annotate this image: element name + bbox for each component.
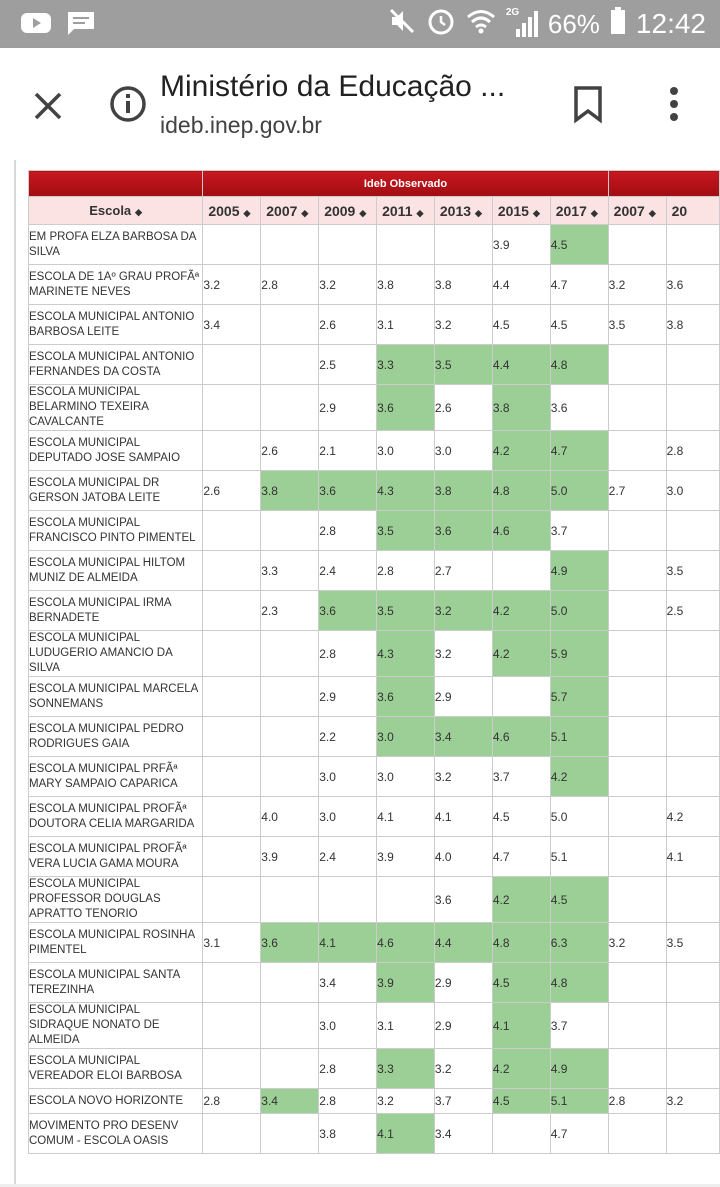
score-cell: 3.0: [319, 797, 377, 837]
signal-icon: [506, 9, 538, 39]
column-header-year[interactable]: 2009 ◆: [319, 197, 377, 225]
sort-icon: ◆: [359, 207, 367, 218]
table-row: [29, 1003, 720, 1049]
score-cell: 3.6: [319, 591, 377, 631]
score-cell: [203, 591, 261, 631]
score-cell: [666, 631, 719, 677]
score-cell: [261, 225, 319, 265]
score-cell: 2.2: [319, 717, 377, 757]
score-cell: 3.1: [377, 305, 435, 345]
score-cell: [608, 677, 666, 717]
score-cell: [203, 717, 261, 757]
alarm-icon: [426, 6, 456, 43]
score-cell: 4.1: [319, 923, 377, 963]
score-cell: 4.2: [492, 591, 550, 631]
table-row: [29, 717, 720, 757]
score-cell: [608, 797, 666, 837]
score-cell: [492, 677, 550, 717]
score-cell: 4.4: [492, 345, 550, 385]
score-cell: 3.2: [666, 1089, 719, 1114]
table-row: [29, 345, 720, 385]
score-cell: [261, 757, 319, 797]
score-cell: [666, 1049, 719, 1089]
score-cell: [608, 591, 666, 631]
score-cell: 4.0: [434, 837, 492, 877]
score-cell: [261, 1049, 319, 1089]
score-cell: 2.7: [608, 471, 666, 511]
sort-icon: ◆: [135, 207, 143, 217]
score-cell: 2.8: [319, 511, 377, 551]
score-cell: [434, 225, 492, 265]
score-cell: 3.9: [261, 837, 319, 877]
score-cell: 2.6: [203, 471, 261, 511]
table-row: [29, 305, 720, 345]
score-cell: 4.5: [550, 877, 608, 923]
sort-icon: ◆: [590, 207, 598, 218]
school-name: ESCOLA MUNICIPAL ROSINHA PIMENTEL: [29, 923, 203, 963]
score-cell: [203, 511, 261, 551]
score-cell: 4.5: [492, 963, 550, 1003]
youtube-icon: [20, 11, 52, 40]
score-cell: [203, 797, 261, 837]
battery-percent: 66%: [547, 8, 600, 39]
mute-icon: [388, 7, 416, 42]
score-cell: 4.4: [492, 265, 550, 305]
score-cell: 4.8: [492, 471, 550, 511]
score-cell: 4.3: [377, 471, 435, 511]
score-cell: [203, 1114, 261, 1154]
score-cell: 3.0: [377, 431, 435, 471]
score-cell: [261, 877, 319, 923]
column-header-year[interactable]: 2005 ◆: [203, 197, 261, 225]
score-cell: [261, 305, 319, 345]
score-cell: 3.0: [319, 1003, 377, 1049]
score-cell: 3.2: [319, 265, 377, 305]
score-cell: [608, 431, 666, 471]
score-cell: 3.2: [434, 1049, 492, 1089]
table-row: [29, 963, 720, 1003]
score-cell: 4.9: [550, 1049, 608, 1089]
score-cell: 4.9: [550, 551, 608, 591]
score-cell: 4.1: [434, 797, 492, 837]
score-cell: 3.6: [377, 677, 435, 717]
browser-toolbar: [0, 48, 720, 161]
column-header-year[interactable]: 2011 ◆: [377, 197, 435, 225]
score-cell: [608, 963, 666, 1003]
score-cell: [203, 877, 261, 923]
page-url[interactable]: ideb.inep.gov.br: [160, 112, 322, 138]
score-cell: 3.7: [550, 511, 608, 551]
score-cell: 4.1: [377, 797, 435, 837]
status-bar: [0, 0, 720, 48]
more-options-icon[interactable]: [660, 84, 688, 124]
score-cell: [608, 1049, 666, 1089]
column-header-year[interactable]: 2013 ◆: [434, 197, 492, 225]
score-cell: [203, 431, 261, 471]
score-cell: 2.8: [319, 631, 377, 677]
score-cell: 3.9: [377, 963, 435, 1003]
school-name: ESCOLA MUNICIPAL FRANCISCO PINTO PIMENTEL: [29, 511, 203, 551]
score-cell: [608, 511, 666, 551]
score-cell: 3.8: [434, 471, 492, 511]
score-cell: 3.4: [434, 717, 492, 757]
score-cell: 3.2: [434, 757, 492, 797]
score-cell: 3.1: [203, 923, 261, 963]
school-name: ESCOLA MUNICIPAL DR GERSON JATOBA LEITE: [29, 471, 203, 511]
school-name: ESCOLA MUNICIPAL IRMA BERNADETE: [29, 591, 203, 631]
score-cell: 3.0: [666, 471, 719, 511]
school-name: ESCOLA MUNICIPAL PEDRO RODRIGUES GAIA: [29, 717, 203, 757]
score-cell: 4.2: [666, 797, 719, 837]
table-row: [29, 471, 720, 511]
score-cell: 3.6: [550, 385, 608, 431]
score-cell: 4.3: [377, 631, 435, 677]
score-cell: [261, 963, 319, 1003]
score-cell: [608, 1003, 666, 1049]
score-cell: 5.0: [550, 471, 608, 511]
bookmark-icon[interactable]: [570, 84, 606, 124]
score-cell: 2.8: [666, 431, 719, 471]
score-cell: 3.4: [261, 1089, 319, 1114]
score-cell: 4.5: [492, 1089, 550, 1114]
column-header-escola[interactable]: Escola ◆: [29, 197, 203, 225]
score-cell: 2.1: [319, 431, 377, 471]
score-cell: 4.5: [550, 225, 608, 265]
score-cell: 3.4: [319, 963, 377, 1003]
score-cell: 3.3: [261, 551, 319, 591]
score-cell: [666, 877, 719, 923]
school-name: ESCOLA MUNICIPAL PROFESSOR DOUGLAS APRATTO TENORIO: [29, 877, 203, 923]
sort-icon: ◆: [301, 207, 309, 218]
score-cell: [666, 385, 719, 431]
score-cell: 2.8: [608, 1089, 666, 1114]
score-cell: [203, 837, 261, 877]
score-cell: [203, 1003, 261, 1049]
score-cell: [608, 1114, 666, 1154]
score-cell: [608, 837, 666, 877]
school-name: ESCOLA MUNICIPAL VEREADOR ELOI BARBOSA: [29, 1049, 203, 1089]
score-cell: 2.9: [319, 677, 377, 717]
score-cell: 5.0: [550, 591, 608, 631]
school-name: ESCOLA MUNICIPAL SIDRAQUE NONATO DE ALMEIDA: [29, 1003, 203, 1049]
score-cell: 2.8: [203, 1089, 261, 1114]
school-name: ESCOLA MUNICIPAL ANTONIO FERNANDES DA COSTA: [29, 345, 203, 385]
score-cell: [608, 717, 666, 757]
score-cell: [666, 717, 719, 757]
table-row: [29, 431, 720, 471]
table-row: [29, 631, 720, 677]
sort-icon: ◆: [416, 207, 424, 218]
score-cell: 4.2: [550, 757, 608, 797]
score-cell: 3.5: [434, 345, 492, 385]
score-cell: 5.0: [550, 797, 608, 837]
score-cell: 3.3: [377, 1049, 435, 1089]
sort-icon: ◆: [532, 207, 540, 218]
score-cell: 4.7: [550, 1114, 608, 1154]
score-cell: 3.8: [261, 471, 319, 511]
score-cell: 2.6: [434, 385, 492, 431]
table-row: [29, 1114, 720, 1154]
score-cell: 2.3: [261, 591, 319, 631]
score-cell: [261, 385, 319, 431]
group-header-next: [608, 171, 719, 197]
score-cell: [666, 511, 719, 551]
network-type: 2G: [505, 7, 520, 18]
score-cell: 3.8: [666, 305, 719, 345]
score-cell: [203, 225, 261, 265]
column-header-year[interactable]: 20: [666, 197, 719, 225]
left-divider: [14, 160, 16, 1187]
score-cell: 3.8: [492, 385, 550, 431]
score-cell: 3.5: [608, 305, 666, 345]
score-cell: [203, 757, 261, 797]
score-cell: 4.0: [261, 797, 319, 837]
school-name: ESCOLA MUNICIPAL MARCELA SONNEMANS: [29, 677, 203, 717]
score-cell: 3.6: [434, 511, 492, 551]
score-cell: 4.6: [492, 511, 550, 551]
score-cell: 4.5: [550, 305, 608, 345]
score-cell: [261, 677, 319, 717]
score-cell: [608, 757, 666, 797]
close-icon[interactable]: [28, 86, 68, 126]
sort-icon: ◆: [243, 207, 251, 218]
school-name: MOVIMENTO PRO DESENV COMUM - ESCOLA OASIS: [29, 1114, 203, 1154]
score-cell: 3.8: [377, 265, 435, 305]
table-row: [29, 923, 720, 963]
score-cell: 6.3: [550, 923, 608, 963]
score-cell: 3.8: [434, 265, 492, 305]
score-cell: [666, 1003, 719, 1049]
column-header-year[interactable]: 2007 ◆: [608, 197, 666, 225]
score-cell: 3.6: [261, 923, 319, 963]
table-row: [29, 225, 720, 265]
score-cell: 3.6: [666, 265, 719, 305]
score-cell: [608, 631, 666, 677]
score-cell: 4.6: [377, 923, 435, 963]
score-cell: [377, 225, 435, 265]
score-cell: 4.8: [492, 923, 550, 963]
score-cell: 2.7: [434, 551, 492, 591]
score-cell: 3.2: [608, 923, 666, 963]
score-cell: 3.1: [377, 1003, 435, 1049]
page-content: [0, 160, 720, 1187]
score-cell: [377, 877, 435, 923]
table-row: [29, 385, 720, 431]
school-name: ESCOLA DE 1Aº GRAU PROFÃª MARINETE NEVES: [29, 265, 203, 305]
table-row: [29, 1089, 720, 1114]
score-cell: 4.8: [550, 963, 608, 1003]
column-header-year[interactable]: 2015 ◆: [492, 197, 550, 225]
group-header-blank: [29, 171, 203, 197]
table-row: [29, 837, 720, 877]
score-cell: [492, 551, 550, 591]
school-name: ESCOLA MUNICIPAL DEPUTADO JOSE SAMPAIO: [29, 431, 203, 471]
clock: 12:42: [635, 8, 706, 39]
score-cell: 2.6: [319, 305, 377, 345]
score-cell: 2.9: [434, 1003, 492, 1049]
score-cell: 4.2: [492, 631, 550, 677]
column-header-year[interactable]: 2017 ◆: [550, 197, 608, 225]
score-cell: 4.1: [492, 1003, 550, 1049]
school-name: ESCOLA NOVO HORIZONTE: [29, 1089, 203, 1114]
table-row: [29, 265, 720, 305]
score-cell: [666, 963, 719, 1003]
score-cell: 5.7: [550, 677, 608, 717]
score-cell: 2.6: [261, 431, 319, 471]
score-cell: 5.1: [550, 837, 608, 877]
school-name: ESCOLA MUNICIPAL SANTA TEREZINHA: [29, 963, 203, 1003]
score-cell: [666, 1114, 719, 1154]
page-title: Ministério da Educação ...: [160, 70, 506, 103]
score-cell: [261, 631, 319, 677]
table-row: [29, 511, 720, 551]
score-cell: 2.4: [319, 837, 377, 877]
score-cell: 3.2: [434, 305, 492, 345]
score-cell: 3.5: [666, 923, 719, 963]
score-cell: [261, 511, 319, 551]
score-cell: 2.5: [319, 345, 377, 385]
score-cell: 5.1: [550, 1089, 608, 1114]
score-cell: 3.6: [377, 385, 435, 431]
score-cell: [319, 877, 377, 923]
score-cell: 3.5: [666, 551, 719, 591]
sort-icon: ◆: [648, 207, 656, 218]
score-cell: 4.2: [492, 877, 550, 923]
score-cell: 3.5: [377, 511, 435, 551]
score-cell: [261, 717, 319, 757]
table-row: [29, 677, 720, 717]
score-cell: 4.7: [550, 431, 608, 471]
score-cell: 3.8: [319, 1114, 377, 1154]
score-cell: 3.3: [377, 345, 435, 385]
score-cell: [261, 1114, 319, 1154]
score-cell: 2.8: [319, 1049, 377, 1089]
score-cell: 3.6: [319, 471, 377, 511]
score-cell: [203, 385, 261, 431]
table-row: [29, 877, 720, 923]
score-cell: 3.0: [319, 757, 377, 797]
score-cell: 3.0: [377, 757, 435, 797]
score-cell: 4.1: [666, 837, 719, 877]
score-cell: [608, 385, 666, 431]
message-icon: [66, 10, 96, 41]
score-cell: 2.8: [377, 551, 435, 591]
score-cell: [203, 1049, 261, 1089]
score-cell: 3.6: [434, 877, 492, 923]
school-name: ESCOLA MUNICIPAL PRFÃª MARY SAMPAIO CAPARICA: [29, 757, 203, 797]
score-cell: 3.7: [492, 757, 550, 797]
score-cell: 4.1: [377, 1114, 435, 1154]
score-cell: [203, 963, 261, 1003]
score-cell: 5.9: [550, 631, 608, 677]
score-cell: 3.0: [434, 431, 492, 471]
score-cell: [666, 757, 719, 797]
table-row: [29, 757, 720, 797]
sort-icon: ◆: [475, 207, 482, 218]
score-cell: [608, 551, 666, 591]
score-cell: 2.8: [319, 1089, 377, 1114]
school-name: ESCOLA MUNICIPAL LUDUGERIO AMANCIO DA SILVA: [29, 631, 203, 677]
school-name: ESCOLA MUNICIPAL PROFÃª VERA LUCIA GAMA MOURA: [29, 837, 203, 877]
table-row: [29, 551, 720, 591]
ideb-table: [28, 170, 720, 1154]
score-cell: [608, 225, 666, 265]
table-row: [29, 591, 720, 631]
score-cell: [261, 1003, 319, 1049]
wifi-icon: [466, 8, 496, 41]
score-cell: 4.7: [550, 265, 608, 305]
score-cell: 3.9: [492, 225, 550, 265]
score-cell: 4.7: [492, 837, 550, 877]
score-cell: 4.4: [434, 923, 492, 963]
score-cell: 2.9: [319, 385, 377, 431]
score-cell: 3.2: [377, 1089, 435, 1114]
info-icon[interactable]: [108, 84, 148, 124]
score-cell: 2.5: [666, 591, 719, 631]
column-header-year[interactable]: 2007 ◆: [261, 197, 319, 225]
score-cell: 3.7: [550, 1003, 608, 1049]
score-cell: 3.2: [434, 591, 492, 631]
battery-icon: [610, 7, 626, 42]
score-cell: [666, 225, 719, 265]
school-name: ESCOLA MUNICIPAL BELARMINO TEXEIRA CAVALCANTE: [29, 385, 203, 431]
score-cell: 3.5: [377, 591, 435, 631]
group-header-observado: Ideb Observado: [203, 171, 608, 197]
score-cell: 3.2: [434, 631, 492, 677]
school-name: ESCOLA MUNICIPAL HILTOM MUNIZ DE ALMEIDA: [29, 551, 203, 591]
school-name: ESCOLA MUNICIPAL ANTONIO BARBOSA LEITE: [29, 305, 203, 345]
score-cell: [261, 345, 319, 385]
score-cell: 2.9: [434, 963, 492, 1003]
score-cell: 4.2: [492, 1049, 550, 1089]
score-cell: 3.4: [434, 1114, 492, 1154]
score-cell: [666, 677, 719, 717]
score-cell: [203, 345, 261, 385]
score-cell: [319, 225, 377, 265]
score-cell: [492, 1114, 550, 1154]
school-name: EM PROFA ELZA BARBOSA DA SILVA: [29, 225, 203, 265]
score-cell: 4.5: [492, 305, 550, 345]
score-cell: 3.2: [608, 265, 666, 305]
score-cell: 3.7: [434, 1089, 492, 1114]
school-name: ESCOLA MUNICIPAL PROFÃª DOUTORA CELIA MARGARIDA: [29, 797, 203, 837]
score-cell: 4.8: [550, 345, 608, 385]
table-row: [29, 797, 720, 837]
score-cell: [608, 345, 666, 385]
score-cell: 2.4: [319, 551, 377, 591]
score-cell: 4.5: [492, 797, 550, 837]
table-row: [29, 1049, 720, 1089]
score-cell: [203, 631, 261, 677]
score-cell: 3.0: [377, 717, 435, 757]
score-cell: 4.6: [492, 717, 550, 757]
score-cell: [203, 677, 261, 717]
score-cell: 3.2: [203, 265, 261, 305]
score-cell: [666, 345, 719, 385]
score-cell: 3.9: [377, 837, 435, 877]
score-cell: 2.9: [434, 677, 492, 717]
score-cell: 5.1: [550, 717, 608, 757]
score-cell: 2.8: [261, 265, 319, 305]
score-cell: [608, 877, 666, 923]
score-cell: 3.4: [203, 305, 261, 345]
score-cell: [203, 551, 261, 591]
score-cell: 4.2: [492, 431, 550, 471]
